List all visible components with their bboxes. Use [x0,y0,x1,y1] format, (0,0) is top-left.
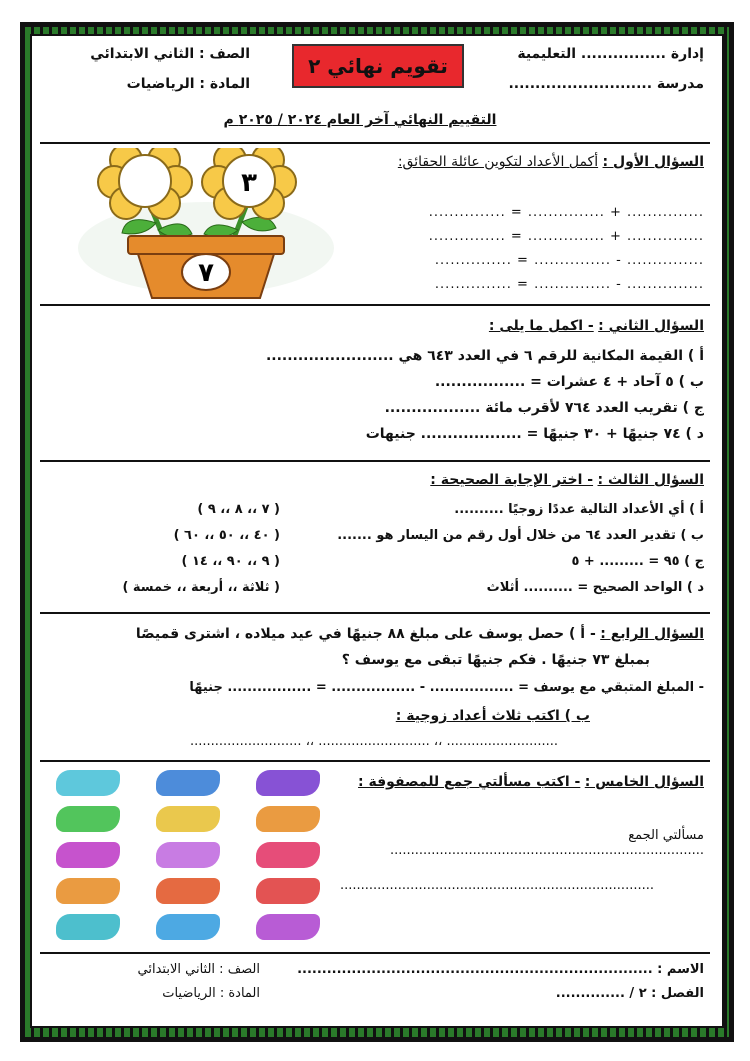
assessment-badge: تقويم نهائي ٢ [292,44,464,88]
color-swatch [156,806,220,832]
color-swatch [156,842,220,868]
q2-item[interactable]: د ) ٧٤ جنيهًا + ٣٠ جنيهًا = ................... جنيهات [365,426,704,442]
divider [40,610,710,614]
q4-part-a-line2: بمبلغ ٧٣ جنيهًا . فكم جنيهًا تبقى مع يوسف ؟ [341,652,650,668]
color-swatch [256,806,320,832]
color-swatch [56,806,120,832]
q5-answer-label: مسألتي الجمع [628,828,704,843]
q5-prompt: - اكتب مسألتي جمع للمصفوفة : [358,774,581,790]
q2-item[interactable]: أ ) القيمة المكانية للرقم ٦ في العدد ٦٤٣ هي ........................ [265,348,704,364]
q2-item[interactable]: ج ) تقريب العدد ٧٦٤ لأقرب مائة .................. [384,400,704,416]
q3-question: ب ) تقدير العدد ٦٤ من خلال أول رقم من اليسار هو ....... [337,528,704,543]
q4-part-b: ب ) اكتب ثلاث أعداد زوجية : [395,708,590,724]
q3-options[interactable]: ( ٧ ،، ٨ ،، ٩ ) [197,502,280,517]
q5-label: السؤال الخامس : [584,774,704,790]
color-swatch [156,914,220,940]
q3-label: السؤال الثالث : [597,472,704,488]
header-subject: المادة : الرياضيات [126,76,250,92]
color-swatch [156,770,220,796]
q4-label: السؤال الرابع : [600,626,704,642]
color-swatch [256,914,320,940]
admin-label: إدارة ................ التعليمية [517,46,704,62]
divider [40,302,710,306]
assessment-title: التقييم النهائي آخر العام ٢٠٢٤ / ٢٠٢٥ م [223,112,497,128]
q4-heading [44,626,704,642]
q5-answer-line1[interactable] [344,828,704,858]
q3-question: أ ) أي الأعداد التالية عددًا زوجيًا .......... [454,502,704,517]
color-swatch [256,842,320,868]
divider [40,458,710,462]
q2-heading [304,318,704,334]
footer-subject: المادة : الرياضيات [162,986,260,1001]
flower-pot-illustration [66,148,346,300]
q1-line[interactable]: ............... - ............... = ............... [434,253,704,268]
q5-line1[interactable]: ............................................................................ [389,843,704,858]
q3-question: ج ) ٩٥ = ......... + ٥ [571,554,704,569]
q4-answer-line[interactable]: ........................... ،، ........................... ،، ........................... [189,734,559,749]
pot-number: ٧ [198,258,214,288]
q2-label: السؤال الثاني : [598,318,704,334]
q5-heading [324,774,704,790]
footer-grade: الصف : الثاني الابتدائي [137,962,260,977]
left-flower-center [119,155,171,207]
color-swatch [256,770,320,796]
color-swatch [56,914,120,940]
divider [40,140,710,144]
q4-part-a-line1: - أ ) حصل يوسف على مبلغ ٨٨ جنيهًا في عيد ميلاده ، اشترى قميصًا [135,626,596,642]
q4-equation[interactable]: - المبلغ المتبقي مع يوسف = ................. - ................. = ................. جنيهًا [189,680,704,695]
student-name-field[interactable]: الاسم : ........................................................................ [297,962,704,977]
q1-line[interactable]: ............... - ............... = ............... [434,277,704,292]
q3-options[interactable]: ( ٤٠ ،، ٥٠ ،، ٦٠ ) [173,528,280,543]
color-swatch [56,842,120,868]
color-swatch [256,878,320,904]
q3-options[interactable]: ( ثلاثة ،، أربعة ،، خمسة ) [122,580,280,595]
color-swatch [56,878,120,904]
q1-line[interactable]: ............... + ............... = ............... [428,205,704,220]
q1-label: السؤال الأول : [602,154,704,170]
divider [40,758,710,762]
divider [40,950,710,954]
q3-options[interactable]: ( ٩ ،، ٩٠ ،، ١٤ ) [181,554,280,569]
school-label: مدرسة ........................... [508,76,704,92]
q1-heading [304,154,704,170]
q3-prompt: - اختر الإجابة الصحيحة : [430,472,594,488]
right-flower-number: ٣ [241,168,257,198]
q3-question: د ) الواحد الصحيح = .......... أثلاث [486,580,704,595]
q1-prompt: أكمل الأعداد لتكوين عائلة الحقائق: [397,154,599,170]
q5-line2[interactable]: ............................................................................ [339,878,654,893]
q3-heading [304,472,704,488]
q2-prompt: - اكمل ما يلى : [488,318,594,334]
q1-line[interactable]: ............... + ............... = ............... [428,229,704,244]
class-field[interactable]: الفصل : ٢ / .............. [555,986,704,1001]
color-swatch [156,878,220,904]
color-swatch [56,770,120,796]
header-grade: الصف : الثاني الابتدائي [90,46,250,62]
q2-item[interactable]: ب ) ٥ آحاد + ٤ عشرات = ................. [434,374,704,390]
